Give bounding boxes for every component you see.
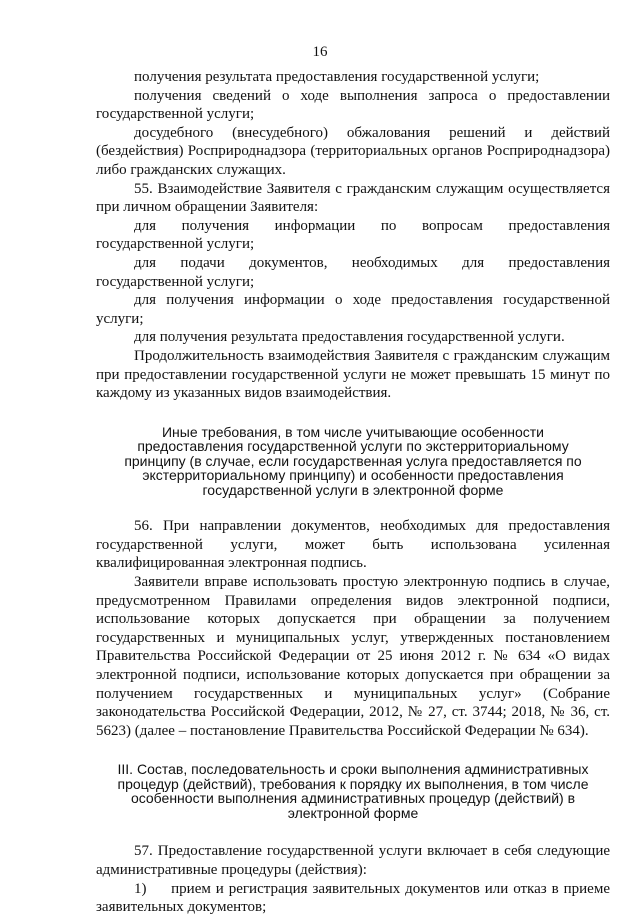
paragraph-56 (96, 517, 610, 573)
paragraph-55 (96, 180, 610, 217)
paragraph-number: 56. (134, 518, 153, 535)
page-number: 16 (312, 44, 328, 60)
paragraph-number: 57. (134, 843, 153, 860)
paragraph: досудебного (внесудебного) обжалования решений и действий (бездействия) Росприроднадзора (территориальных органов Росприроднадзора) либо гражданских служащих. (96, 124, 610, 178)
paragraph-text: Взаимодействие Заявителя с гражданским служащим осуществляется при личном обращении Заявителя: (96, 180, 610, 216)
paragraph-text: При направлении документов, необходимых для предоставления государственной услуги, может быть использована усиленная квалифицированная электронная подпись. (96, 518, 610, 572)
paragraph-number: 55. (134, 180, 153, 197)
paragraph: Продолжительность взаимодействия Заявителя с гражданским служащим при предоставлении государственной услуги не может превышать 15 минут по каждому из указанных видов взаимодействия. (96, 347, 610, 402)
list-item (96, 880, 610, 917)
list-item: для получения информации о ходе предоставления государственной услуги; (96, 292, 610, 327)
list-item: для получения результата предоставления государственной услуги. (134, 329, 565, 346)
chapter-heading: III. Состав, последовательность и сроки выполнения административных процедур (действий), требования к порядку их выполнения, в том числе особенности выполнения административных процедур (действий) в электронной форме (117, 761, 589, 821)
section-heading: Иные требования, в том числе учитывающие особенности предоставления государственной услуги по экстерриториальному принципу (в случае, если государственная услуга предоставляется по экстерриториальному принципу) и особенности предоставления государственной услуги в электронной форме (124, 423, 582, 498)
paragraph: Заявители вправе использовать простую электронную подпись в случае, предусмотренном Правилами определения видов электронной подписи, использование которых допускается при обращении за получением государственных и муниципальных услуг, утвержденных постановлением Правительства Российской Федерации от 25 июня 2012 г. № 634 «О видах электронной подписи, использование которых допускается при обращении за получением государственных и муниципальных услуг» (Собрание законодательства Российской Федерации, 2012, № 27, ст. 3744; 2018, № 36, ст. 5623) (далее – постановление Правительства Российской Федерации № 634). (96, 573, 610, 739)
document-body (96, 68, 610, 917)
paragraph: получения сведений о ходе выполнения запроса о предоставлении государственной услуги; (96, 87, 610, 123)
list-item-text: прием и регистрация заявительных документов или отказ в приеме заявительных документов; (96, 880, 610, 916)
paragraph-57 (96, 842, 610, 879)
list-item-number: 1) (134, 880, 147, 897)
list-item: для подачи документов, необходимых для предоставления государственной услуги; (96, 254, 610, 290)
paragraph: получения результата предоставления государственной услуги; (134, 69, 540, 85)
paragraph-text: Предоставление государственной услуги включает в себя следующие административные процедуры (действия): (96, 843, 610, 878)
list-item: для получения информации по вопросам предоставления государственной услуги; (96, 217, 610, 253)
